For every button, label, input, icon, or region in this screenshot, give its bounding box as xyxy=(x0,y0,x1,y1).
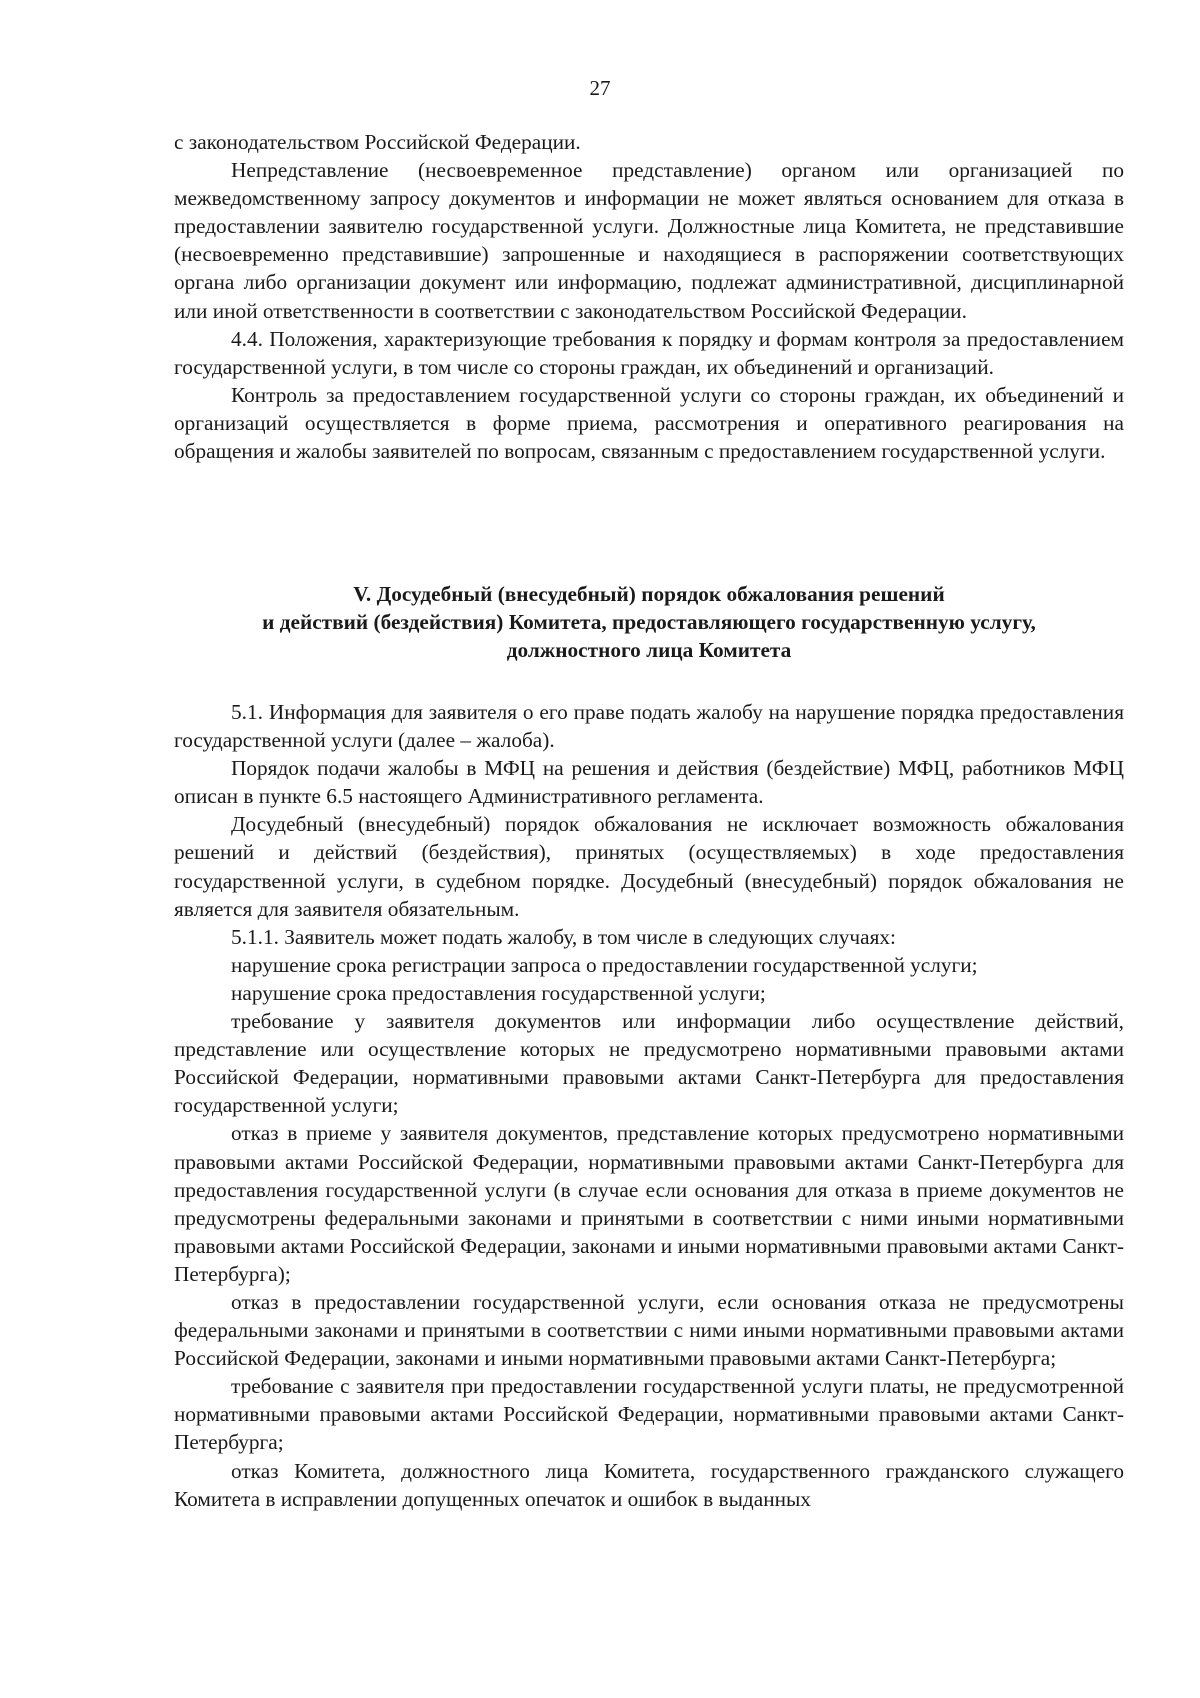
list-item: нарушение срока предоставления государственной услуги; xyxy=(231,980,766,1005)
heading-line: V. Досудебный (внесудебный) порядок обжалования решений xyxy=(353,582,945,606)
list-item: требование с заявителя при предоставлении государственной услуги платы, не предусмотренной нормативными правовыми актами Российской Федерации, нормативными правовыми актами Санкт-Петербурга; xyxy=(174,1374,1124,1455)
paragraph: Непредставление (несвоевременное представление) органом или организацией по межведомственному запросу документов и информации не может являться основанием для отказа в предоставлении заявителю государственной услуги. Должностные лица Комитета, не представившие (несвоевременно представившие) запрошенные и находящиеся в распоряжении соответствующих органа либо организации документ или информацию, подлежат административной, дисциплинарной или иной ответственности в соответствии с законодательством Российской Федерации. xyxy=(174,158,1124,323)
section-4-tail xyxy=(174,128,1124,465)
list-item: отказ в предоставлении государственной услуги, если основания отказа не предусмотрены федеральными законами и принятыми в соответствии с ними иными нормативными правовыми актами Российской Федерации, законами и иными нормативными правовыми актами Санкт-Петербурга; xyxy=(174,1289,1124,1371)
section-5-body xyxy=(174,698,1124,1513)
heading-line: и действий (бездействия) Комитета, предоставляющего государственную услугу, xyxy=(262,610,1036,634)
list-item: отказ в приеме у заявителя документов, представление которых предусмотрено нормативными правовыми актами Российской Федерации, нормативными правовыми актами Санкт-Петербурга для предоставления государственной услуги (в случае если основания для отказа в приеме документов не предусмотрены федеральными законами и принятыми в соответствии с ними иными нормативными правовыми актами Российской Федерации, законами и иными нормативными правовыми актами Санкт-Петербурга); xyxy=(174,1121,1124,1286)
paragraph: Контроль за предоставлением государственной услуги со стороны граждан, их объединений и организаций осуществляется в форме приема, рассмотрения и оперативного реагирования на обращения и жалобы заявителей по вопросам, связанным с предоставлением государственной услуги. xyxy=(174,382,1124,464)
list-item: требование у заявителя документов или информации либо осуществление действий, представление или осуществление которых не предусмотрено нормативными правовыми актами Российской Федерации, нормативными правовыми актами Санкт-Петербурга для предоставления государственной услуги; xyxy=(174,1009,1124,1118)
paragraph: Досудебный (внесудебный) порядок обжалования не исключает возможность обжалования решений и действий (бездействия), принятых (осуществляемых) в ходе предоставления государственной услуги, в судебном порядке. Досудебный (внесудебный) порядок обжалования не является для заявителя обязательным. xyxy=(174,812,1124,921)
page-number: 27 xyxy=(589,76,611,100)
paragraph: 4.4. Положения, характеризующие требования к порядку и формам контроля за предоставлением государственной услуги, в том числе со стороны граждан, их объединений и организаций. xyxy=(174,326,1124,379)
paragraph: с законодательством Российской Федерации. xyxy=(174,130,581,154)
list-item: отказ Комитета, должностного лица Комитета, государственного гражданского служащего Комитета в исправлении допущенных опечаток и ошибок в выданных xyxy=(174,1458,1124,1511)
heading-line: должностного лица Комитета xyxy=(506,638,792,662)
section-5-heading xyxy=(174,580,1124,664)
paragraph: 5.1.1. Заявитель может подать жалобу, в том числе в следующих случаях: xyxy=(231,924,896,949)
list-item: нарушение срока регистрации запроса о предоставлении государственной услуги; xyxy=(231,952,978,977)
paragraph: 5.1. Информация для заявителя о его праве подать жалобу на нарушение порядка предоставления государственной услуги (далее – жалоба). xyxy=(174,700,1124,753)
paragraph: Порядок подачи жалобы в МФЦ на решения и действия (бездействие) МФЦ, работников МФЦ описан в пункте 6.5 настоящего Административного регламента. xyxy=(174,756,1124,809)
